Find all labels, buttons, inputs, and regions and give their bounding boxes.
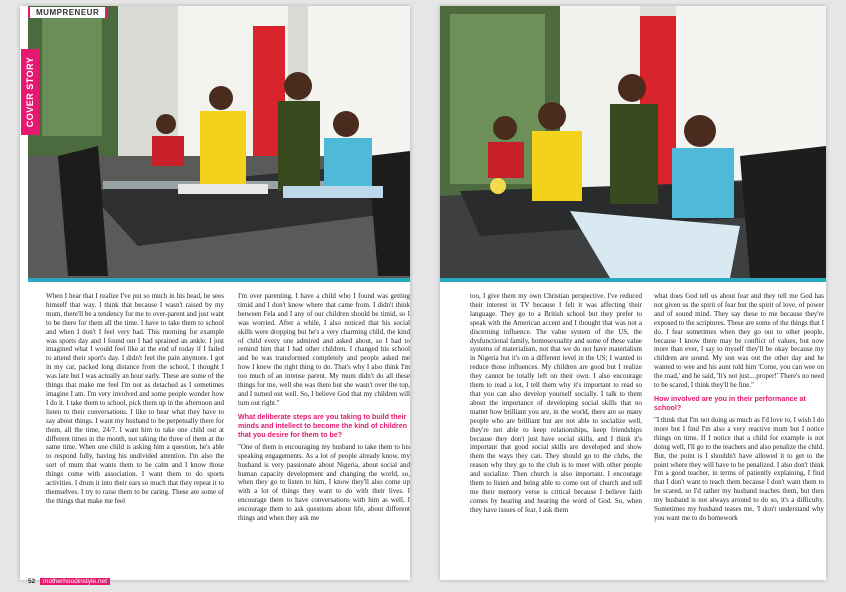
body-paragraph: I'm over parenting. I have a child who I found was getting timid and I don't know where that came from. I didn't think between Fela and I any of our children should be timid, so I was worried. After a while, I also noticed that his social skills were dropping but he's a very charming child, the kind of child every one admired and asked about, so I had to remind him that I had other children. I changed his school and he was transformed completely and people asked me how I knew the right thing to do. That's why I also think I'm too much of an intense parent. My mum didn't do all these things for me, well she was there but she wasn't over the top, and I turned out well. So, I believe God that my children will turn out right." bbox=[238, 292, 410, 407]
page-footer bbox=[28, 578, 110, 585]
site-url: motherhoodinstyle.net bbox=[40, 578, 110, 585]
interview-question: What deliberate steps are you taking to build their minds and intellect to become the kind of children that you desire for them to be? bbox=[238, 412, 408, 439]
family-photo-right bbox=[440, 6, 826, 278]
body-paragraph: what does God tell us about fear and they tell me God has not given us the spirit of fear but the spirit of love, of power and of sound mind. They say these to me because they're exposed to the scriptures. These are some of the things that I do. I fear sometimes when they go out to other people, because I know there may be conflict of values, but now more than ever, I say to myself they'll be okay because my children are sound. My son was out the other day and he wanted to wee and his aunt told him 'Come, you can wee on the road,' and he said, 'It's not just....proper!' There's no need to be scared, I think they'll be fine." bbox=[654, 292, 824, 390]
article-column-2 bbox=[238, 292, 410, 523]
article-column-4 bbox=[654, 292, 824, 523]
interview-question: How involved are you in their performance at school? bbox=[654, 394, 806, 412]
body-paragraph: too, I give them my own Christian perspective. I've reduced their interest in TV because I felt it was affecting their language. They go to a British school but they prefer to speak with the American accent and I thought that was not a discerning influence. The value system of the US, the dysfunctional family, homosexuality and some of these value systems of materialism, not that we do not have materialism in Nigeria but it's on a different level in the US; I wanted to reduce those influences. My children are good but I realize they cannot be totally left on their own. I also encourage them to read a lot, I tell them why it's important to read so that you can also develop yourself socially. I talk to them about the importance of developing social skills that no matter how brilliant you are, in the world, there are so many people who are brilliant but are not able to socialize well, they're not able to keep relationships, keep friendships because they don't just have social skills, and I think it's important that good social skills are developed and show them the ways they can. They should go to the clubs, the reason why they go to the club is to meet with other people and socialize. Then church is also important. I encourage them to listen and being able to come out of church and tell me their memory verse is critical because I believe faith comes by hearing and hearing the word of God. So, when they have issues of fear, I ask them bbox=[470, 292, 642, 514]
body-paragraph: "One of them is encouraging my husband to take them to his speaking engagements. As a lot of people already know, my husband is very passionate about Nigeria, about social and human capacity development and changing the world, so, when they go to listen to him, I know they'll also come up with a lot of things they want to do with their lives. I encourage them to have conversations with him as well, I encourage them to ask questions about life, about different things and when they ask me bbox=[238, 442, 410, 523]
article-column-1 bbox=[46, 292, 224, 506]
family-photo-left bbox=[28, 6, 410, 278]
cover-story-label: COVER STORY bbox=[25, 56, 35, 128]
cover-story-tab bbox=[21, 49, 39, 135]
family-photo-illustration bbox=[28, 6, 410, 278]
photo-divider bbox=[28, 278, 410, 282]
body-paragraph: "I think that I'm not doing as much as I'd love to, I wish I do more but I find I'm also a very reactive mum but I notice things on time. If I notice that a child for example is not doing well, I'll go to the teachers and also penalize the child. But, the point is I shouldn't have allowed it to get to the point where they will have to be penalized. I also don't think I'm a good teacher, in terms of patiently explaining, I find that I don't want to teach them because I don't want them to be scared, so I'd rather my husband teaches them, but then my husband is not always around to do so, it's a difficulty. Sometimes my husband teases me, 'I don't understand why you want me to do homework bbox=[654, 415, 824, 522]
photo-divider bbox=[440, 278, 826, 282]
section-label: MUMPRENEUR bbox=[28, 7, 107, 18]
page-number: 52 bbox=[28, 578, 36, 585]
body-paragraph: When I hear that I realize I've put so much in his head, he sees himself that way. I think that because I wasn't raised by my mum, there'll be a tendency for me to over-parent and just want to be there for them all the time. I have to take them to school and when I don't I feel very bad. This morning for example was sports day and I found out I had sprained an ankle. I just imagined what I would feel like at the end of today if I failed to attend their sport's day. I didn't feel the pain anymore. I got in my car, packed long distance from the school, I thought I was late but I was actually an hour early. These are some of the things that make me feel I'm not as detached as I sometimes imagine I am. I'm very involved and some people wonder how I do it. I take them to school, pick them up in the afternoon and listen to their conversations. I like to hear what they have to say about things. I want my husband to be perpetually there for them, all the time, 24/7. I want him to take one child out at different times in the month, not taking the three of them at the same time. When one child is asking him a question, he's able to respond fully, having his undivided attention. I'm also the sort of mum that wants them to be calm and I know those things come with association. I want them to do sports activities. I drum it into their ears so much that they repeat it to themselves. I try to raise them to be caring. These are some of the things that make me feel bbox=[46, 292, 224, 505]
article-column-3 bbox=[470, 292, 642, 515]
family-photo-illustration bbox=[440, 6, 826, 278]
